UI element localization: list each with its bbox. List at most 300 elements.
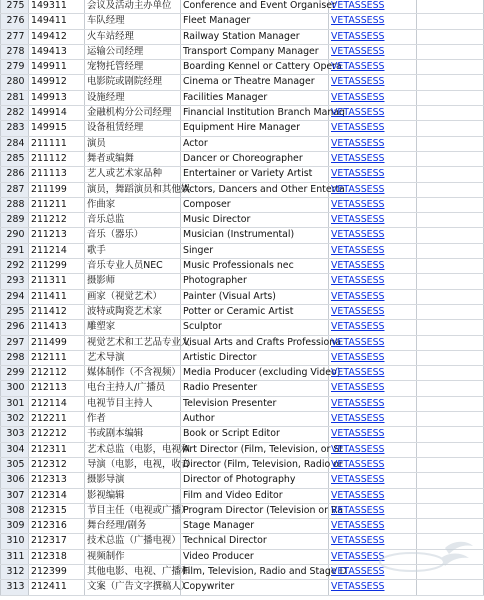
row-number[interactable]: [1, 228, 29, 243]
assessing-authority-link[interactable]: VETASSESS: [331, 520, 385, 532]
occupation-code-cell[interactable]: [29, 519, 85, 534]
empty-cell[interactable]: [417, 274, 484, 289]
occupation-chinese-cell[interactable]: [85, 412, 181, 427]
occupation-code-cell[interactable]: [29, 549, 85, 564]
occupation-english-cell[interactable]: [181, 167, 329, 182]
occupation-english-cell[interactable]: [181, 503, 344, 518]
occupation-english-cell[interactable]: [181, 488, 329, 503]
empty-cell[interactable]: [417, 427, 484, 442]
occupation-english-cell[interactable]: [181, 473, 329, 488]
assessing-authority-cell[interactable]: [329, 549, 417, 564]
occupation-chinese-cell[interactable]: [85, 167, 181, 182]
empty-cell[interactable]: [417, 106, 484, 121]
table-row: [1, 503, 484, 518]
occupation-chinese-cell[interactable]: [85, 580, 191, 595]
assessing-authority-cell[interactable]: [329, 167, 417, 182]
row-number[interactable]: [1, 503, 29, 518]
occupation-english-cell[interactable]: [181, 228, 329, 243]
occupation-chinese-text: 技术总监（广播电视）: [87, 535, 181, 547]
empty-cell[interactable]: [417, 289, 484, 304]
empty-cell[interactable]: [417, 243, 484, 258]
occupation-code-cell[interactable]: [29, 457, 85, 472]
row-number[interactable]: [1, 304, 29, 319]
assessing-authority-cell[interactable]: [329, 228, 417, 243]
occupation-code-cell[interactable]: [29, 503, 85, 518]
occupation-english-cell[interactable]: [181, 427, 329, 442]
occupation-chinese-cell[interactable]: [85, 503, 191, 518]
row-number[interactable]: [1, 44, 29, 59]
assessing-authority-link[interactable]: VETASSESS: [331, 152, 385, 164]
empty-cell[interactable]: [417, 90, 484, 105]
row-number: 312: [6, 565, 25, 577]
assessing-authority-cell[interactable]: [329, 0, 417, 14]
empty-cell[interactable]: [417, 564, 484, 579]
occupation-chinese-cell[interactable]: [85, 60, 181, 75]
occupation-code-cell[interactable]: [29, 44, 85, 59]
assessing-authority-link[interactable]: VETASSESS: [331, 30, 385, 42]
empty-cell[interactable]: [417, 457, 484, 472]
row-number[interactable]: [1, 519, 29, 534]
occupation-code-text: 211413: [31, 321, 67, 333]
row-number[interactable]: [1, 412, 29, 427]
assessing-authority-link[interactable]: VETASSESS: [331, 168, 385, 180]
occupation-english-cell[interactable]: [181, 106, 345, 121]
row-number[interactable]: [1, 473, 29, 488]
row-number[interactable]: [1, 259, 29, 274]
assessing-authority-cell[interactable]: [329, 396, 417, 411]
assessing-authority-link[interactable]: VETASSESS: [331, 244, 385, 256]
empty-cell[interactable]: [417, 580, 484, 595]
assessing-authority-link[interactable]: VETASSESS: [331, 214, 385, 226]
occupation-english-cell[interactable]: [181, 213, 329, 228]
occupation-code-cell[interactable]: [29, 488, 85, 503]
occupation-english-cell[interactable]: [181, 259, 329, 274]
occupation-code-text: 212313: [31, 474, 67, 486]
assessing-authority-cell[interactable]: [329, 259, 417, 274]
occupation-chinese-cell[interactable]: [85, 320, 181, 335]
occupation-chinese-cell[interactable]: [85, 90, 181, 105]
row-number: 306: [6, 474, 25, 486]
assessing-authority-link[interactable]: VETASSESS: [331, 15, 385, 27]
row-number[interactable]: [1, 335, 29, 350]
empty-cell[interactable]: [417, 75, 484, 90]
assessing-authority-link[interactable]: VETASSESS: [331, 305, 385, 317]
assessing-authority-link[interactable]: VETASSESS: [331, 76, 385, 88]
occupation-code-cell[interactable]: [29, 350, 85, 365]
occupation-code-cell[interactable]: [29, 412, 85, 427]
occupation-english-cell[interactable]: [181, 350, 329, 365]
row-number[interactable]: [1, 442, 29, 457]
row-number[interactable]: [1, 167, 29, 182]
occupation-chinese-cell[interactable]: [85, 243, 181, 258]
assessing-authority-link[interactable]: VETASSESS: [331, 413, 385, 425]
row-number[interactable]: [1, 136, 29, 151]
row-number[interactable]: [1, 182, 29, 197]
occupation-chinese-cell[interactable]: [85, 366, 181, 381]
row-number[interactable]: [1, 197, 29, 212]
occupation-chinese-cell[interactable]: [85, 14, 181, 29]
empty-cell[interactable]: [417, 488, 484, 503]
occupation-english-cell[interactable]: [181, 151, 329, 166]
row-number[interactable]: [1, 366, 29, 381]
assessing-authority-cell[interactable]: [329, 60, 417, 75]
occupation-english-cell[interactable]: [181, 580, 329, 595]
row-number[interactable]: [1, 151, 29, 166]
assessing-authority-cell[interactable]: [329, 381, 417, 396]
occupation-chinese-cell[interactable]: [85, 29, 181, 44]
row-number[interactable]: [1, 350, 29, 365]
occupation-english-cell[interactable]: [181, 564, 347, 579]
empty-cell[interactable]: [417, 213, 484, 228]
assessing-authority-link[interactable]: VETASSESS: [331, 0, 385, 11]
empty-cell[interactable]: [417, 121, 484, 136]
empty-cell[interactable]: [417, 320, 484, 335]
occupation-english-cell[interactable]: [181, 60, 342, 75]
assessing-authority-cell[interactable]: [329, 274, 417, 289]
occupation-code-cell[interactable]: [29, 442, 85, 457]
occupation-code-cell[interactable]: [29, 534, 85, 549]
occupation-english-cell[interactable]: [181, 549, 329, 564]
occupation-english-cell[interactable]: [181, 136, 329, 151]
occupation-chinese-cell[interactable]: [85, 44, 181, 59]
empty-cell[interactable]: [417, 549, 484, 564]
occupation-english-cell[interactable]: [181, 182, 345, 197]
empty-cell[interactable]: [417, 442, 484, 457]
row-number: 284: [6, 137, 25, 149]
assessing-authority-link[interactable]: VETASSESS: [331, 428, 385, 440]
occupation-chinese-cell[interactable]: [85, 549, 181, 564]
assessing-authority-link[interactable]: VETASSESS: [331, 137, 385, 149]
occupation-code-cell[interactable]: [29, 151, 85, 166]
assessing-authority-link[interactable]: VETASSESS: [331, 565, 385, 577]
assessing-authority-link[interactable]: VETASSESS: [331, 489, 385, 501]
table-row: [1, 564, 484, 579]
empty-cell[interactable]: [417, 304, 484, 319]
occupation-code-cell[interactable]: [29, 564, 85, 579]
occupation-code-cell[interactable]: [29, 274, 85, 289]
empty-cell[interactable]: [417, 136, 484, 151]
empty-cell[interactable]: [417, 381, 484, 396]
assessing-authority-cell[interactable]: [329, 320, 417, 335]
occupation-english-text: Television Presenter: [183, 397, 277, 409]
occupation-chinese-text: 设施经理: [87, 91, 125, 103]
occupation-chinese-cell[interactable]: [85, 442, 191, 457]
occupation-english-cell[interactable]: [181, 90, 329, 105]
empty-cell[interactable]: [417, 335, 484, 350]
occupation-chinese-cell[interactable]: [85, 259, 181, 274]
assessing-authority-cell[interactable]: [329, 580, 417, 595]
row-number: 280: [6, 76, 25, 88]
row-number[interactable]: [1, 488, 29, 503]
occupation-code-cell[interactable]: [29, 197, 85, 212]
assessing-authority-cell[interactable]: [329, 427, 417, 442]
row-number[interactable]: [1, 427, 29, 442]
occupation-code-cell[interactable]: [29, 136, 85, 151]
empty-cell[interactable]: [417, 228, 484, 243]
assessing-authority-link[interactable]: VETASSESS: [331, 198, 385, 210]
assessing-authority-link[interactable]: VETASSESS: [331, 336, 385, 348]
occupation-english-cell[interactable]: [181, 381, 329, 396]
empty-cell[interactable]: [417, 182, 484, 197]
occupation-chinese-cell[interactable]: [85, 182, 191, 197]
occupation-code-cell[interactable]: [29, 396, 85, 411]
occupation-chinese-cell[interactable]: [85, 519, 181, 534]
occupation-english-cell[interactable]: [181, 304, 329, 319]
assessing-authority-link[interactable]: VETASSESS: [331, 581, 385, 593]
occupation-chinese-cell[interactable]: [85, 534, 181, 549]
row-number[interactable]: [1, 564, 29, 579]
empty-cell[interactable]: [417, 60, 484, 75]
occupation-chinese-text: 音乐专业人员NEC: [87, 260, 163, 272]
occupation-english-cell[interactable]: [181, 44, 329, 59]
occupation-code-cell[interactable]: [29, 366, 85, 381]
occupation-code-cell[interactable]: [29, 335, 85, 350]
occupation-english-cell[interactable]: [181, 412, 329, 427]
assessing-authority-cell[interactable]: [329, 243, 417, 258]
occupation-code-cell[interactable]: [29, 90, 85, 105]
empty-cell[interactable]: [417, 29, 484, 44]
occupation-code-cell[interactable]: [29, 106, 85, 121]
row-number[interactable]: [1, 534, 29, 549]
row-number[interactable]: [1, 549, 29, 564]
occupation-code-cell[interactable]: [29, 213, 85, 228]
row-number[interactable]: [1, 274, 29, 289]
assessing-authority-cell[interactable]: [329, 29, 417, 44]
empty-cell[interactable]: [417, 259, 484, 274]
occupation-english-cell[interactable]: [181, 197, 329, 212]
occupation-chinese-cell[interactable]: [85, 289, 181, 304]
empty-cell[interactable]: [417, 197, 484, 212]
assessing-authority-cell[interactable]: [329, 151, 417, 166]
assessing-authority-cell[interactable]: [329, 488, 417, 503]
assessing-authority-cell[interactable]: [329, 519, 417, 534]
occupation-chinese-cell[interactable]: [85, 0, 181, 14]
assessing-authority-cell[interactable]: [329, 75, 417, 90]
assessing-authority-cell[interactable]: [329, 412, 417, 427]
assessing-authority-cell[interactable]: [329, 304, 417, 319]
assessing-authority-cell[interactable]: [329, 457, 417, 472]
assessing-authority-cell[interactable]: [329, 44, 417, 59]
assessing-authority-link[interactable]: VETASSESS: [331, 229, 385, 241]
occupation-code-text: 212318: [31, 550, 67, 562]
assessing-authority-link[interactable]: VETASSESS: [331, 91, 385, 103]
occupation-english-cell[interactable]: [181, 442, 343, 457]
assessing-authority-cell[interactable]: [329, 197, 417, 212]
row-number[interactable]: [1, 14, 29, 29]
row-number[interactable]: [1, 243, 29, 258]
empty-cell[interactable]: [417, 167, 484, 182]
occupation-chinese-cell[interactable]: [85, 350, 181, 365]
occupation-english-text: Music Director: [183, 214, 251, 226]
row-number[interactable]: [1, 0, 29, 14]
empty-cell[interactable]: [417, 0, 484, 14]
occupation-chinese-text: 书或剧本编辑: [87, 428, 144, 440]
assessing-authority-link[interactable]: VETASSESS: [331, 443, 385, 455]
occupation-code-cell[interactable]: [29, 60, 85, 75]
row-number[interactable]: [1, 580, 29, 595]
occupation-chinese-cell[interactable]: [85, 197, 181, 212]
occupation-english-cell[interactable]: [181, 366, 341, 381]
assessing-authority-link[interactable]: VETASSESS: [331, 275, 385, 287]
row-number[interactable]: [1, 90, 29, 105]
occupation-chinese-cell[interactable]: [85, 75, 181, 90]
row-number[interactable]: [1, 29, 29, 44]
occupation-code-cell[interactable]: [29, 0, 85, 14]
table-row: [1, 121, 484, 136]
occupation-chinese-cell[interactable]: [85, 151, 181, 166]
row-number[interactable]: [1, 106, 29, 121]
empty-cell[interactable]: [417, 350, 484, 365]
row-number[interactable]: [1, 121, 29, 136]
table-row: [1, 274, 484, 289]
assessing-authority-cell[interactable]: [329, 564, 417, 579]
assessing-authority-link[interactable]: VETASSESS: [331, 397, 385, 409]
empty-cell[interactable]: [417, 366, 484, 381]
table-row: [1, 488, 484, 503]
assessing-authority-link[interactable]: VETASSESS: [331, 550, 385, 562]
occupation-code-cell[interactable]: [29, 320, 85, 335]
assessing-authority-cell[interactable]: [329, 136, 417, 151]
occupation-english-cell[interactable]: [181, 0, 336, 14]
occupation-code-text: 212315: [31, 504, 67, 516]
assessing-authority-link[interactable]: VETASSESS: [331, 474, 385, 486]
occupation-code-cell[interactable]: [29, 75, 85, 90]
assessing-authority-cell[interactable]: [329, 503, 417, 518]
row-number[interactable]: [1, 75, 29, 90]
assessing-authority-link[interactable]: VETASSESS: [331, 122, 385, 134]
occupation-chinese-cell[interactable]: [85, 564, 191, 579]
occupation-chinese-cell[interactable]: [85, 396, 181, 411]
occupation-chinese-cell[interactable]: [85, 136, 181, 151]
row-number: 296: [6, 321, 25, 333]
assessing-authority-cell[interactable]: [329, 106, 417, 121]
empty-cell[interactable]: [417, 534, 484, 549]
row-number[interactable]: [1, 457, 29, 472]
occupation-english-cell[interactable]: [181, 274, 329, 289]
assessing-authority-link[interactable]: VETASSESS: [331, 351, 385, 363]
occupation-code-cell[interactable]: [29, 289, 85, 304]
occupation-chinese-cell[interactable]: [85, 274, 181, 289]
occupation-code-cell[interactable]: [29, 381, 85, 396]
assessing-authority-cell[interactable]: [329, 182, 417, 197]
assessing-authority-link[interactable]: VETASSESS: [331, 367, 385, 379]
occupation-code-cell[interactable]: [29, 14, 85, 29]
occupation-chinese-cell[interactable]: [85, 473, 181, 488]
occupation-english-cell[interactable]: [181, 534, 329, 549]
empty-cell[interactable]: [417, 473, 484, 488]
assessing-authority-cell[interactable]: [329, 121, 417, 136]
empty-cell[interactable]: [417, 151, 484, 166]
occupation-code-cell[interactable]: [29, 427, 85, 442]
assessing-authority-cell[interactable]: [329, 335, 417, 350]
assessing-authority-cell[interactable]: [329, 473, 417, 488]
assessing-authority-link[interactable]: VETASSESS: [331, 504, 385, 516]
assessing-authority-link[interactable]: VETASSESS: [331, 45, 385, 57]
occupation-chinese-text: 艺术导演: [87, 351, 125, 363]
occupation-code-cell[interactable]: [29, 580, 85, 595]
assessing-authority-link[interactable]: VETASSESS: [331, 260, 385, 272]
occupation-chinese-cell[interactable]: [85, 121, 181, 136]
assessing-authority-cell[interactable]: [329, 90, 417, 105]
occupation-code-cell[interactable]: [29, 259, 85, 274]
occupation-code-cell[interactable]: [29, 228, 85, 243]
empty-cell[interactable]: [417, 44, 484, 59]
occupation-chinese-cell[interactable]: [85, 228, 181, 243]
occupation-english-text: Artistic Director: [183, 351, 257, 363]
empty-cell[interactable]: [417, 14, 484, 29]
occupation-chinese-cell[interactable]: [85, 335, 191, 350]
assessing-authority-cell[interactable]: [329, 366, 417, 381]
occupation-code-cell[interactable]: [29, 304, 85, 319]
occupation-english-cell[interactable]: [181, 14, 329, 29]
occupation-code-cell[interactable]: [29, 121, 85, 136]
row-number[interactable]: [1, 213, 29, 228]
occupation-chinese-cell[interactable]: [85, 381, 181, 396]
occupation-english-cell[interactable]: [181, 457, 343, 472]
empty-cell[interactable]: [417, 396, 484, 411]
empty-cell[interactable]: [417, 519, 484, 534]
occupation-chinese-cell[interactable]: [85, 304, 181, 319]
occupation-code-cell[interactable]: [29, 473, 85, 488]
occupation-chinese-cell[interactable]: [85, 213, 181, 228]
assessing-authority-link[interactable]: VETASSESS: [331, 535, 385, 547]
occupation-english-text: Art Director (Film, Television, or St: [183, 443, 343, 455]
table-row: [1, 335, 484, 350]
occupation-english-cell[interactable]: [181, 335, 341, 350]
occupation-english-cell[interactable]: [181, 519, 329, 534]
occupation-english-cell[interactable]: [181, 396, 329, 411]
occupation-english-cell[interactable]: [181, 243, 329, 258]
empty-cell[interactable]: [417, 412, 484, 427]
assessing-authority-cell[interactable]: [329, 534, 417, 549]
occupation-code-cell[interactable]: [29, 167, 85, 182]
occupation-chinese-cell[interactable]: [85, 106, 181, 121]
occupation-chinese-cell[interactable]: [85, 427, 181, 442]
assessing-authority-cell[interactable]: [329, 289, 417, 304]
occupation-chinese-cell[interactable]: [85, 488, 181, 503]
assessing-authority-link[interactable]: VETASSESS: [331, 183, 385, 195]
occupation-chinese-cell[interactable]: [85, 457, 191, 472]
assessing-authority-link[interactable]: VETASSESS: [331, 382, 385, 394]
row-number[interactable]: [1, 396, 29, 411]
occupation-english-cell[interactable]: [181, 320, 329, 335]
assessing-authority-link[interactable]: VETASSESS: [331, 107, 385, 119]
occupation-english-cell[interactable]: [181, 289, 329, 304]
occupation-chinese-text: 摄影导演: [87, 474, 125, 486]
row-number[interactable]: [1, 289, 29, 304]
occupation-english-cell[interactable]: [181, 75, 329, 90]
row-number[interactable]: [1, 320, 29, 335]
empty-cell[interactable]: [417, 503, 484, 518]
assessing-authority-cell[interactable]: [329, 14, 417, 29]
assessing-authority-link[interactable]: VETASSESS: [331, 321, 385, 333]
assessing-authority-link[interactable]: VETASSESS: [331, 61, 385, 73]
row-number[interactable]: [1, 381, 29, 396]
occupation-english-cell[interactable]: [181, 29, 329, 44]
occupation-code-cell[interactable]: [29, 182, 85, 197]
assessing-authority-cell[interactable]: [329, 350, 417, 365]
table-row: [1, 473, 484, 488]
occupation-code-cell[interactable]: [29, 29, 85, 44]
occupation-chinese-text: 宠物托管经理: [87, 61, 144, 73]
occupation-english-cell[interactable]: [181, 121, 329, 136]
occupation-code-cell[interactable]: [29, 243, 85, 258]
assessing-authority-cell[interactable]: [329, 213, 417, 228]
assessing-authority-link[interactable]: VETASSESS: [331, 458, 385, 470]
assessing-authority-cell[interactable]: [329, 442, 417, 457]
row-number[interactable]: [1, 60, 29, 75]
assessing-authority-link[interactable]: VETASSESS: [331, 290, 385, 302]
